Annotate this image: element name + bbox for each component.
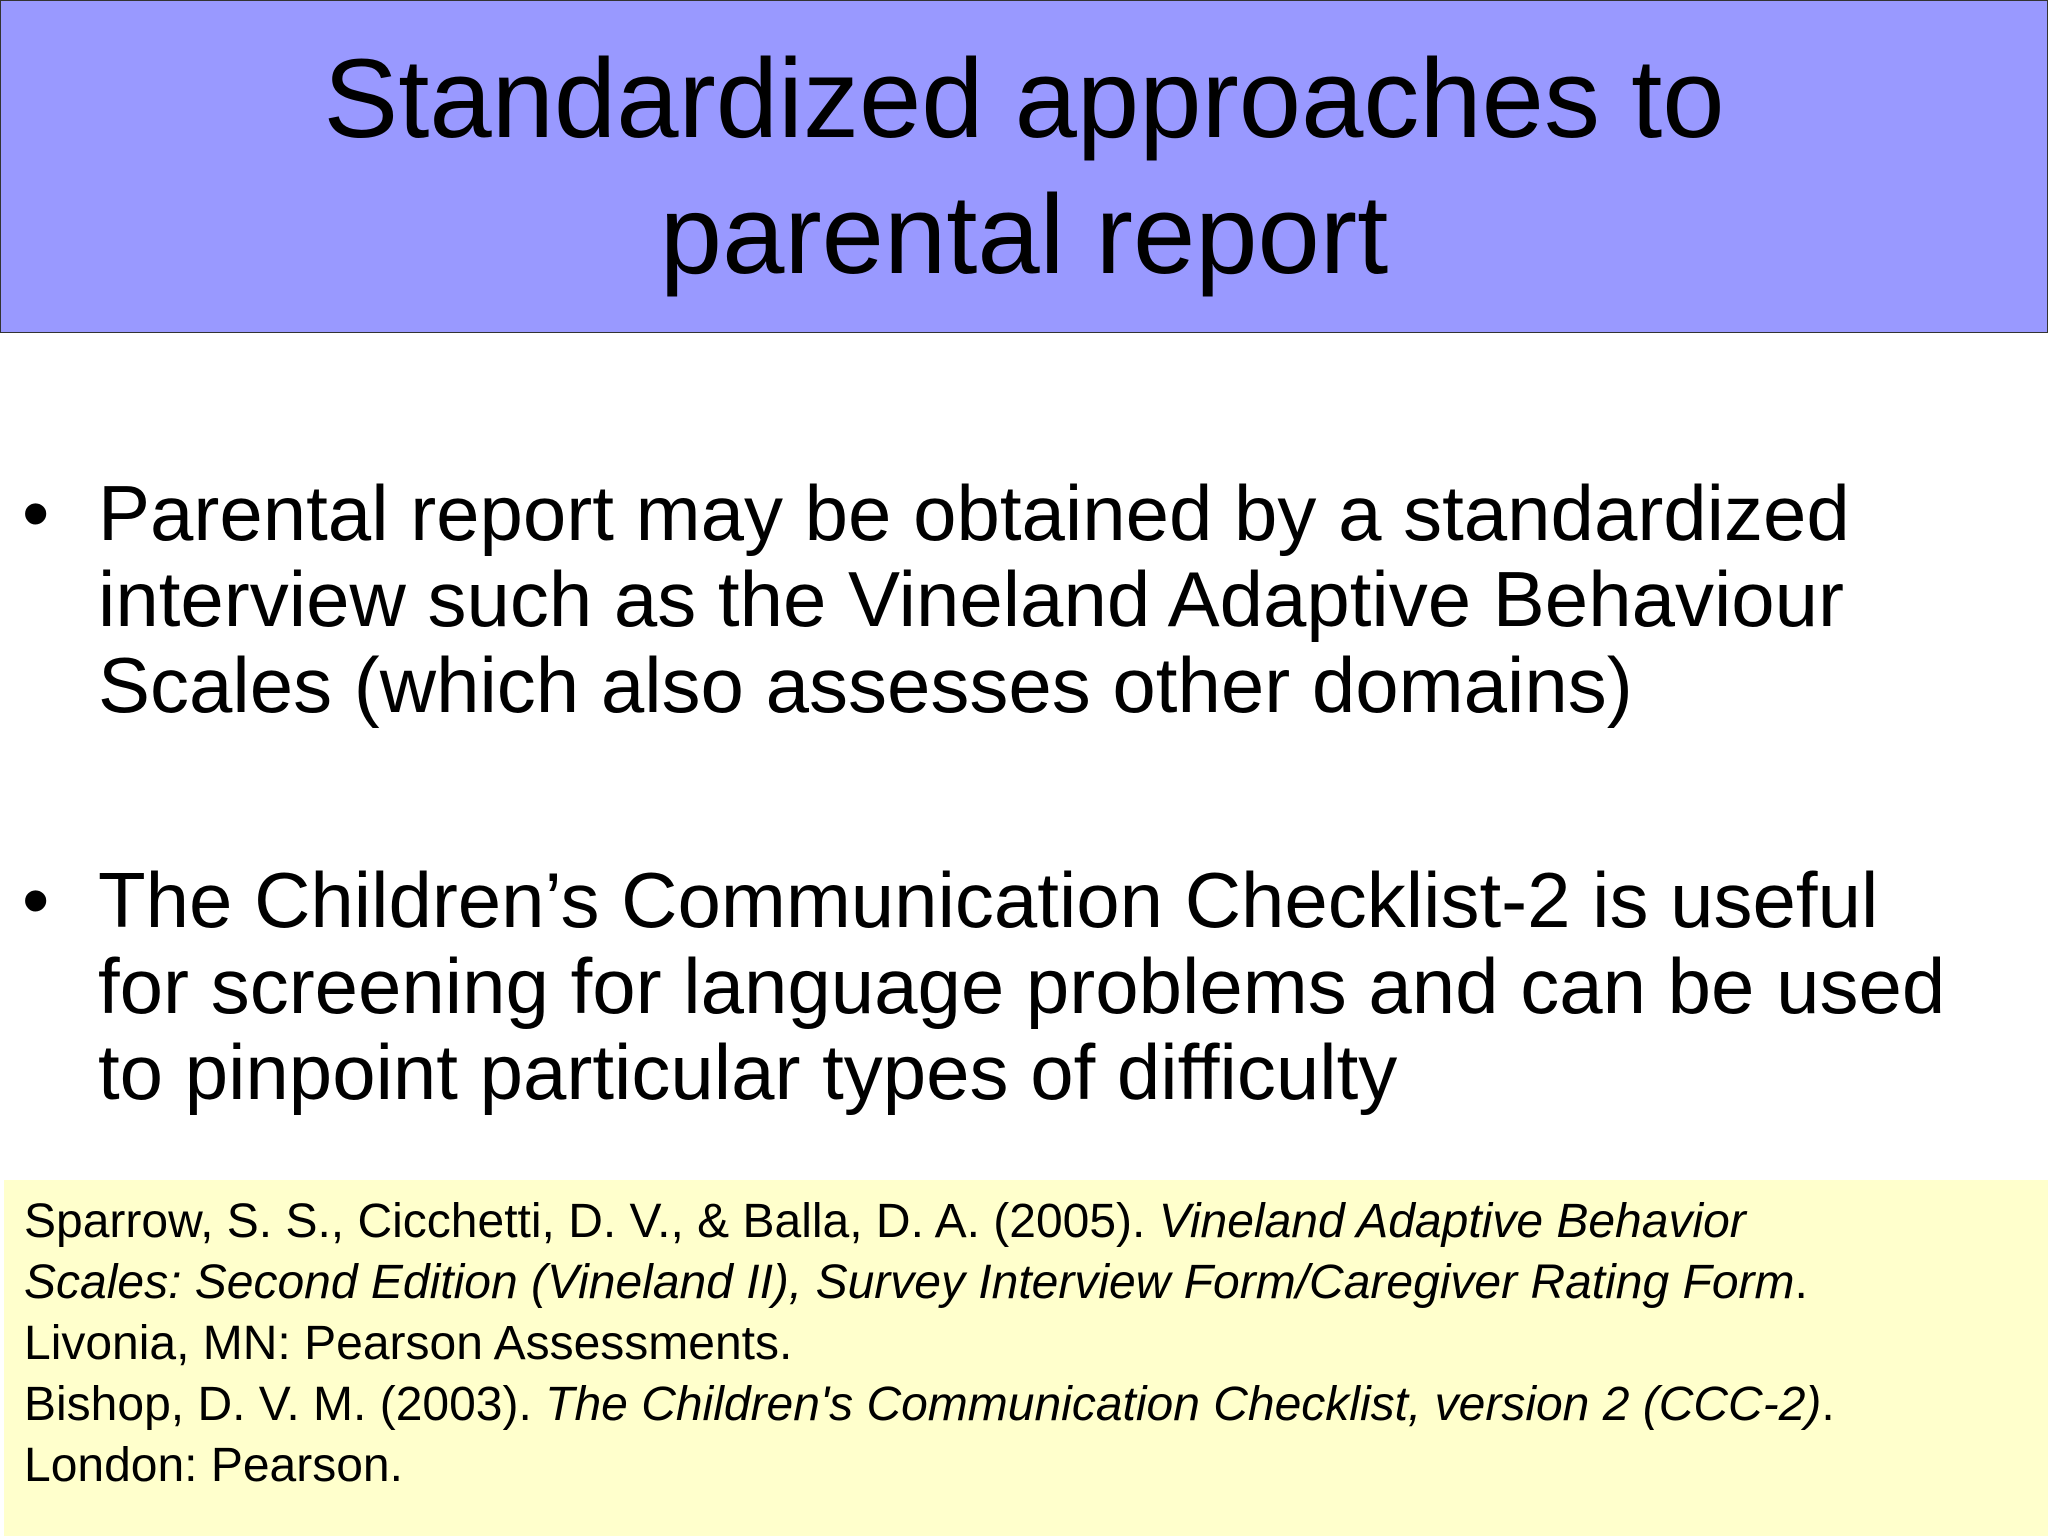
bullet-text <box>98 470 2038 728</box>
reference-punctuation: . <box>1821 1378 1835 1431</box>
reference-bishop-publisher: London: Pearson. <box>24 1439 403 1492</box>
reference-sparrow-line-1 <box>24 1191 2048 1252</box>
reference-title: The Children's Communication Checklist, version 2 (CCC-2) <box>545 1378 1822 1431</box>
bullet-line: to pinpoint particular types of difficulty <box>98 1028 1398 1116</box>
bullet-line: for screening for language problems and can be used <box>98 942 1946 1030</box>
reference-punctuation: . <box>1794 1256 1808 1309</box>
bullet-line: Parental report may be obtained by a standardized <box>98 469 1850 557</box>
reference-title: Scales: Second Edition (Vineland II), Survey Interview Form/Caregiver Rating Form <box>24 1256 1795 1309</box>
reference-authors: Sparrow, S. S., Cicchetti, D. V., & Balla, D. A. (2005). <box>24 1195 1159 1248</box>
slide-title-line-2: parental report <box>659 171 1389 297</box>
bullet-marker: • <box>22 469 50 557</box>
reference-bishop-line-1 <box>24 1374 2048 1435</box>
reference-authors: Bishop, D. V. M. (2003). <box>24 1378 546 1431</box>
title-band <box>0 0 2048 333</box>
bullet-line: interview such as the Vineland Adaptive Behaviour <box>98 555 1845 643</box>
reference-title: Vineland Adaptive Behavior <box>1158 1195 1746 1248</box>
bullet-line: The Children’s Communication Checklist-2 is useful <box>98 856 1879 944</box>
slide-title-line-1: Standardized approaches to <box>323 35 1725 161</box>
bullet-text <box>98 857 2038 1115</box>
bullet-line: Scales (which also assesses other domains) <box>98 641 1633 729</box>
reference-sparrow-publisher: Livonia, MN: Pearson Assessments. <box>24 1317 793 1370</box>
reference-sparrow-line-2 <box>24 1252 2048 1313</box>
references-box <box>4 1180 2048 1536</box>
bullet-marker: • <box>22 856 50 944</box>
